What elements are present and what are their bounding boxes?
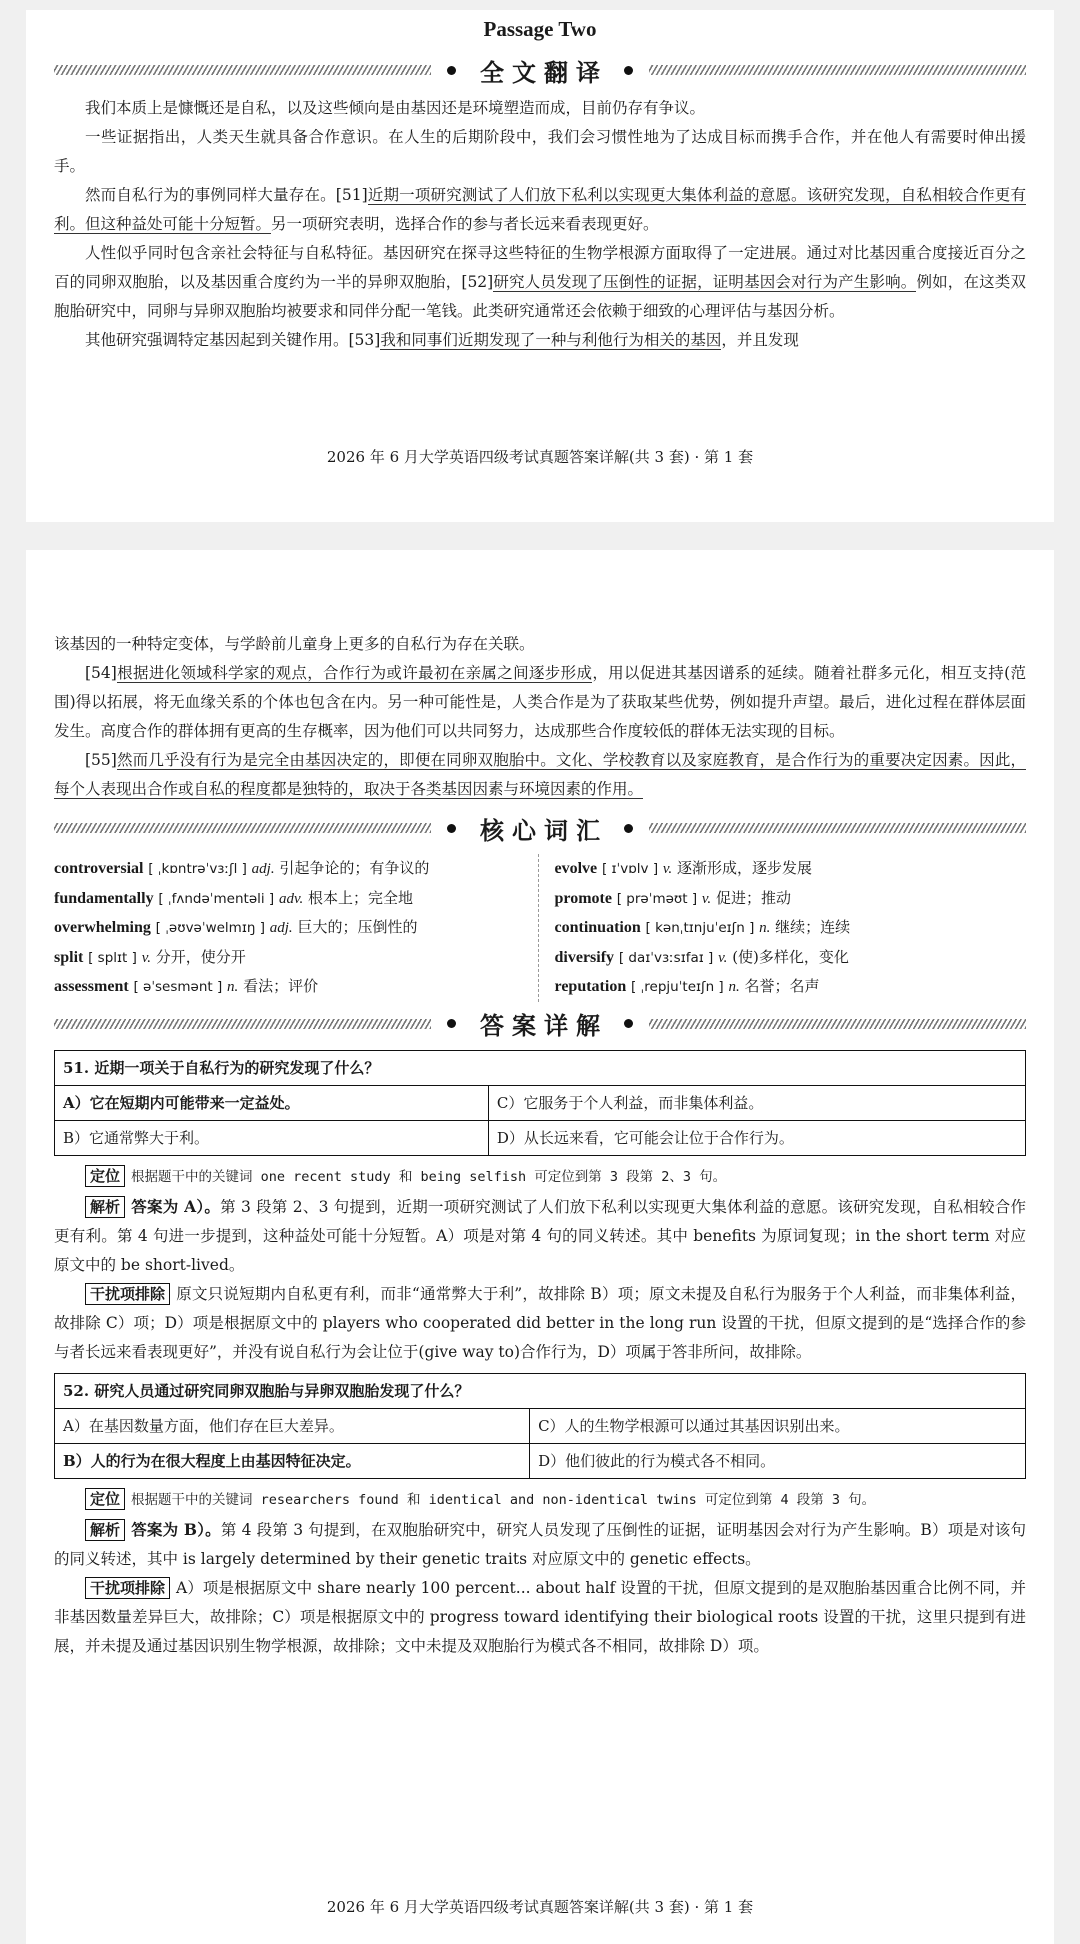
locate-note: 定位 根据题干中的关键词 researchers found 和 identical and non-identical twins 可定位到第 4 段第 3 句。 — [54, 1485, 1026, 1515]
vocab-meaning: 巨大的；压倒性的 — [297, 918, 418, 936]
hatch-divider — [649, 1019, 1026, 1029]
vocab-meaning: 分开，使分开 — [155, 947, 246, 966]
vocab-phonetic: [ ˌkɒntrəˈvɜːʃl ] — [148, 861, 247, 877]
vocab-word: evolve — [554, 860, 598, 877]
paragraph-text: 一些证据指出，人类天生就具备合作意识。在人生的后期阶段中，我们会习惯性地为了达成目标而携手合作，并在他人有需要时伸出援手。 — [54, 128, 1026, 175]
paragraph-text: 另一项研究表明，选择合作的参与者长远来看表现更好。 — [271, 215, 659, 233]
analysis-tag: 解析 — [85, 1196, 125, 1218]
locate-tag: 定位 — [85, 1488, 125, 1510]
vocab-pos: n. — [227, 979, 239, 995]
vocab-entry — [54, 913, 526, 943]
vocab-phonetic: [ prəˈməʊt ] — [616, 890, 698, 907]
vocab-meaning: (使)多样化，变化 — [732, 947, 849, 966]
paragraph-text: 例如，在这类双胞胎研究中，同卵与异卵双胞胎均被要求和同伴分配一笔钱。此类研究通常还会依赖于细致的心理评估与基因分析。 — [54, 273, 1026, 320]
vocab-list — [54, 854, 1026, 1002]
vocab-word: split — [54, 948, 84, 966]
paragraph-text: 其他研究强调特定基因起到关键作用。[53] — [85, 331, 381, 349]
paragraph-text: 人性似乎同时包含亲社会特征与自私特征。基因研究在探寻这些特征的生物学根源方面取得了一定进展。通过对比基因重合度接近百分之百的同卵双胞胎，以及基因重合度约为一半的异卵双胞胎，[52] — [54, 244, 1026, 291]
translation-paragraph — [54, 630, 1026, 659]
option-c: C）它服务于个人利益，而非集体利益。 — [488, 1085, 1025, 1120]
question-52-table — [54, 1373, 1026, 1479]
section-header-vocab — [54, 808, 1026, 848]
vocab-pos: v. — [662, 861, 673, 877]
vocab-pos: adv. — [278, 890, 304, 907]
locate-note: 定位 根据题干中的关键词 one recent study 和 being selfish 可定位到第 3 段第 2、3 句。 — [54, 1162, 1026, 1192]
translation-paragraph — [54, 326, 1026, 355]
underlined-key-sentence: 近期一项研究测试了人们放下私利以实现更大集体利益的意愿。该研究发现，自私相较合作更有利。但这种益处可能十分短暂。 — [54, 186, 1026, 233]
vocab-phonetic: [ ˌfʌndəˈmentəli ] — [158, 890, 275, 907]
distractor-note: 干扰项排除 原文只说短期内自私更有利，而非“通常弊大于利”，故排除 B）项；原文未提及自私行为服务于个人利益，而非集体利益，故排除 C）项；D）项是根据原文中的 players who cooperated did better in the long run 设置的干扰，但原文提到的是“选择合作的参与者长远来看表现更好”，并没有说自私行为会让位于(give way to)合作行为，D）项属于答非所问，故排除。 — [54, 1284, 1026, 1361]
underlined-key-sentence: 研究人员发现了压倒性的证据，证明基因会对行为产生影响。 — [493, 273, 917, 291]
distractor-tag: 干扰项排除 — [85, 1577, 170, 1599]
translation-paragraph — [54, 659, 1026, 746]
vocab-meaning: 引起争论的；有争议的 — [279, 859, 430, 877]
vocab-column-left — [54, 854, 539, 1002]
page-footer: 2026 年 6 月大学英语四级考试真题答案详解(共 3 套) · 第 1 套 — [326, 1898, 754, 1916]
vocab-pos: v. — [718, 949, 728, 966]
hatch-divider — [649, 65, 1026, 75]
translation-paragraph — [54, 239, 1026, 326]
vocab-entry — [54, 884, 526, 914]
vocab-entry — [555, 854, 1027, 884]
section-title: 核心词汇 — [480, 816, 608, 845]
underlined-key-sentence: 我和同事们近期发现了一种与利他行为相关的基因 — [380, 331, 722, 349]
question-stem: 52. 研究人员通过研究同卵双胞胎与异卵双胞胎发现了什么？ — [55, 1373, 1026, 1408]
hatch-divider — [54, 65, 431, 75]
vocab-meaning: 看法；评价 — [243, 977, 319, 995]
bullet-dot-icon — [624, 824, 633, 833]
distractor-note: 干扰项排除 A）项是根据原文中 share nearly 100 percent... about half 设置的干扰，但原文提到的是双胞胎基因重合比例不同，并非基因数量差异巨大，故排除；C）项是根据原文中的 progress toward identifying their biological roots 设置的干扰，这里只提到有进展，并未提及通过基因识别生物学根源，故排除；文中未提及双胞胎行为模式各不相同，故排除 D）项。 — [54, 1578, 1026, 1655]
translation-paragraph — [54, 746, 1026, 804]
paragraph-text: ，并且发现 — [721, 331, 799, 349]
translation-paragraph — [54, 181, 1026, 239]
option-d: D）从长远来看，它可能会让位于合作行为。 — [488, 1120, 1025, 1155]
vocab-pos: v. — [701, 890, 712, 907]
analysis-tag: 解析 — [85, 1519, 125, 1541]
page-2 — [26, 550, 1054, 1944]
translation-body — [54, 94, 1026, 355]
vocab-pos: n. — [759, 920, 771, 936]
translation-paragraph — [54, 123, 1026, 181]
vocab-word: fundamentally — [54, 889, 154, 907]
vocab-entry — [555, 884, 1027, 914]
vocab-entry — [555, 913, 1027, 943]
vocab-phonetic: [ ˌrepjuˈteɪʃn ] — [631, 979, 724, 995]
option-c: C）人的生物学根源可以通过其基因识别出来。 — [530, 1408, 1026, 1443]
option-a: A）它在短期内可能带来一定益处。 — [55, 1085, 489, 1120]
option-a: A）在基因数量方面，他们存在巨大差异。 — [55, 1408, 530, 1443]
bullet-dot-icon — [447, 824, 456, 833]
passage-title: Passage Two — [483, 17, 597, 41]
vocab-phonetic: [ kənˌtɪnjuˈeɪʃn ] — [645, 920, 755, 936]
vocab-entry — [555, 972, 1027, 1002]
vocab-word: reputation — [554, 978, 627, 995]
paragraph-text: 然而自私行为的事例同样大量存在。[51] — [85, 186, 368, 204]
hatch-divider — [649, 823, 1026, 833]
analysis-note: 解析 答案为 A）。第 3 段第 2、3 句提到，近期一项研究测试了人们放下私利以实现更大集体利益的意愿。该研究发现，自私相较合作更有利。第 4 句进一步提到，这种益处可能十分短暂。A）项是对第 4 句的同义转述。其中 benefits 为原词复现；in the short term 对应原文中的 be short-lived。 — [54, 1196, 1026, 1274]
option-b: B）人的行为在很大程度上由基因特征决定。 — [55, 1443, 530, 1478]
vocab-entry — [555, 943, 1027, 973]
vocab-word: overwhelming — [54, 919, 151, 936]
bullet-dot-icon — [447, 1019, 456, 1028]
section-header-answers — [54, 1004, 1026, 1044]
bullet-dot-icon — [624, 1019, 633, 1028]
paragraph-text: [54] — [85, 664, 117, 682]
vocab-pos: n. — [728, 979, 740, 995]
vocab-entry — [54, 854, 526, 884]
hatch-divider — [54, 1019, 431, 1029]
vocab-word: diversify — [554, 948, 615, 966]
section-header-translation — [54, 50, 1026, 90]
vocab-phonetic: [ splɪt ] — [88, 949, 137, 966]
vocab-phonetic: [ əˈsesmənt ] — [133, 979, 223, 995]
vocab-meaning: 继续；连续 — [775, 918, 851, 936]
vocab-meaning: 促进；推动 — [715, 888, 791, 907]
vocab-word: assessment — [54, 978, 129, 995]
distractor-tag: 干扰项排除 — [85, 1283, 170, 1305]
paragraph-text: 该基因的一种特定变体，与学龄前儿童身上更多的自私行为存在关联。 — [54, 635, 535, 653]
vocab-meaning: 根本上；完全地 — [308, 888, 414, 907]
vocab-phonetic: [ daɪˈvɜːsɪfaɪ ] — [618, 949, 714, 966]
vocab-entry — [54, 943, 526, 973]
vocab-pos: v. — [141, 949, 151, 966]
vocab-phonetic: [ ɪˈvɒlv ] — [601, 861, 659, 877]
analysis-note: 解析 答案为 B）。第 4 段第 3 句提到，在双胞胎研究中，研究人员发现了压倒性的证据，证明基因会对行为产生影响。B）项是对该句的同义转述，其中 is largely determined by their genetic traits 对应原文中的 genetic effects。 — [54, 1519, 1027, 1568]
translation-paragraph — [54, 94, 1026, 123]
vocab-phonetic: [ ˌəʊvəˈwelmɪŋ ] — [155, 920, 265, 936]
bullet-dot-icon — [447, 66, 456, 75]
page-footer: 2026 年 6 月大学英语四级考试真题答案详解(共 3 套) · 第 1 套 — [326, 448, 754, 466]
page-1 — [26, 10, 1054, 522]
vocab-column-right — [539, 854, 1027, 1002]
question-51-table — [54, 1050, 1026, 1156]
vocab-word: controversial — [54, 860, 144, 877]
vocab-meaning: 逐渐形成，逐步发展 — [676, 859, 812, 877]
underlined-key-sentence: 根据进化领域科学家的观点，合作行为或许最初在亲属之间逐步形成 — [116, 664, 593, 682]
paragraph-text: [55] — [85, 751, 117, 769]
underlined-key-sentence: 然而几乎没有行为是完全由基因决定的，即便在同卵双胞胎中。文化、学校教育以及家庭教育，是合作行为的重要决定因素。因此，每个人表现出合作或自私的程度都是独特的，取决于各类基因因素与环境因素的作用。 — [54, 751, 1026, 798]
paragraph-text: ，用以促进其基因谱系的延续。随着社群多元化，相互支持(范围)得以拓展，将无血缘关系的个体也包含在内。另一种可能性是，人类合作是为了获取某些优势，例如提升声望。最后，进化过程在群体层面发生。高度合作的群体拥有更高的生存概率，因为他们可以共同努力，达成那些合作度较低的群体无法实现的目标。 — [54, 664, 1026, 740]
option-d: D）他们彼此的行为模式各不相同。 — [530, 1443, 1026, 1478]
vocab-entry — [54, 972, 526, 1002]
vocab-pos: adj. — [251, 861, 275, 877]
hatch-divider — [54, 823, 431, 833]
vocab-word: continuation — [554, 919, 641, 936]
paragraph-text: 我们本质上是慷慨还是自私，以及这些倾向是由基因还是环境塑造而成，目前仍存有争议。 — [85, 99, 706, 117]
bullet-dot-icon — [624, 66, 633, 75]
vocab-word: promote — [554, 889, 612, 907]
option-b: B）它通常弊大于利。 — [55, 1120, 489, 1155]
vocab-meaning: 名誉；名声 — [744, 977, 820, 995]
vocab-pos: adj. — [269, 920, 293, 936]
section-title: 答案详解 — [480, 1012, 608, 1040]
question-stem: 51. 近期一项关于自私行为的研究发现了什么？ — [55, 1050, 1026, 1085]
locate-tag: 定位 — [85, 1165, 125, 1187]
translation-body-continued — [54, 630, 1026, 804]
section-title: 全文翻译 — [480, 58, 608, 87]
